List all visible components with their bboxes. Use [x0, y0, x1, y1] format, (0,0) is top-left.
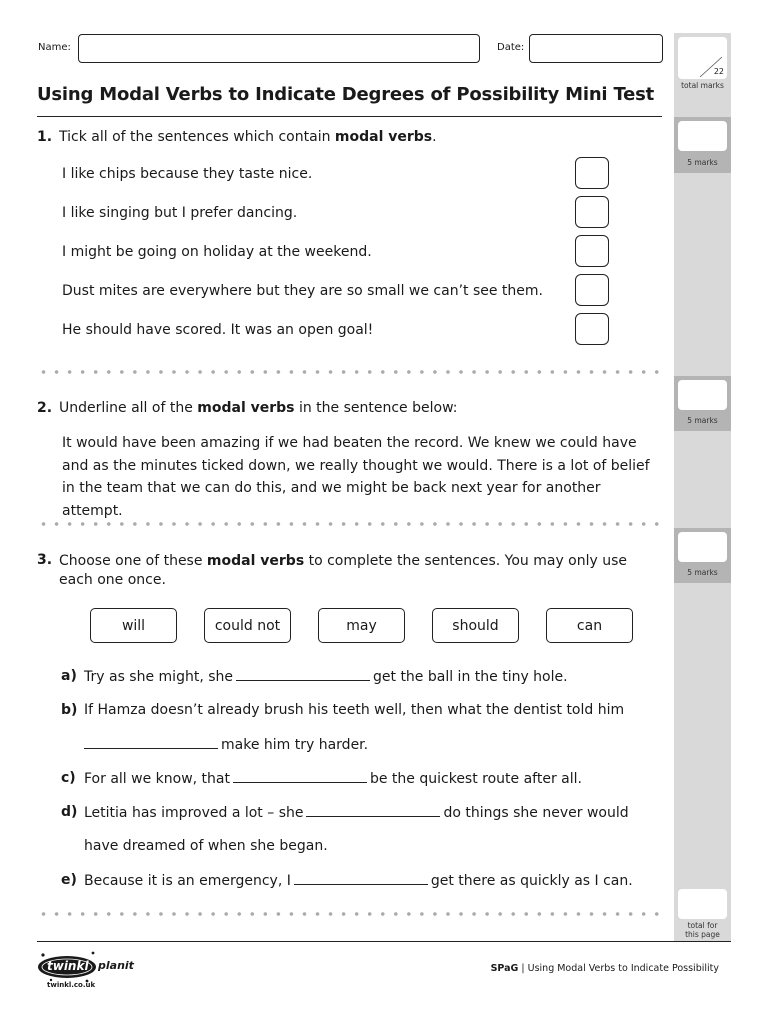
- twinkl-logo-text: twinkl: [47, 959, 89, 973]
- q3c-after: be the quickest route after all.: [369, 771, 582, 787]
- q1-prompt-end: .: [432, 129, 437, 145]
- q3d-before: Letitia has improved a lot – she: [84, 805, 304, 821]
- q3e-before: Because it is an emergency, I: [84, 873, 291, 889]
- q2-prompt-end: in the sentence below:: [294, 400, 458, 416]
- q1-prompt-text: Tick all of the sentences which contain: [59, 129, 335, 145]
- q3a-before: Try as she might, she: [84, 669, 233, 685]
- q3-marks-box: [678, 532, 727, 562]
- q3c-letter: c): [61, 770, 76, 786]
- word-option-will[interactable]: will: [90, 608, 177, 643]
- total-marks-box: [678, 37, 727, 79]
- q1-sentence: I like singing but I prefer dancing.: [62, 205, 298, 221]
- q3a-letter: a): [61, 668, 77, 684]
- q1-marks-label: 5 marks: [687, 158, 718, 167]
- word-option-should[interactable]: should: [432, 608, 519, 643]
- q3-prompt-bold: modal verbs: [206, 553, 305, 569]
- q1-prompt-bold: modal verbs: [334, 129, 433, 145]
- q3e-sentence: [84, 872, 633, 889]
- q1-marks-box: [678, 121, 727, 151]
- q3d-blank[interactable]: [306, 804, 440, 817]
- q2-prompt: [59, 400, 457, 416]
- q2-marks-label: 5 marks: [687, 416, 718, 425]
- q3a-blank[interactable]: [236, 668, 370, 681]
- title-rule: [37, 116, 662, 117]
- page-total-line1: total for: [687, 921, 718, 930]
- planit-text: planit: [98, 959, 134, 972]
- footer-rule: [37, 941, 731, 942]
- q1-tickbox[interactable]: [575, 313, 609, 345]
- page-total-label: [674, 921, 731, 939]
- q2-paragraph[interactable]: It would have been amazing if we had beaten the record. We knew we could have and as the minutes ticked down, we really thought we would. There is a lot of belief in the team that we can do this, and we might be back next year for another attempt.: [62, 435, 650, 519]
- q3-marks-label: 5 marks: [687, 568, 718, 577]
- page-title: Using Modal Verbs to Indicate Degrees of Possibility Mini Test: [37, 84, 655, 105]
- word-option-could-not[interactable]: could not: [204, 608, 291, 643]
- q2-marks-box: [678, 380, 727, 410]
- q1-tickbox[interactable]: [575, 235, 609, 267]
- name-field[interactable]: [78, 34, 480, 63]
- q3d-after: do things she never would: [443, 805, 629, 821]
- q1-tickbox[interactable]: [575, 196, 609, 228]
- q3-prompt: [59, 552, 651, 590]
- q3d-line2: have dreamed of when she began.: [84, 838, 328, 854]
- q3e-letter: e): [61, 872, 77, 888]
- date-field[interactable]: [529, 34, 663, 63]
- name-label: Name:: [38, 42, 71, 53]
- q1-sentence: He should have scored. It was an open goal!: [62, 322, 374, 338]
- dotted-divider: [37, 370, 663, 374]
- q2-number: 2.: [37, 400, 53, 416]
- dotted-divider: [37, 912, 663, 916]
- q3e-blank[interactable]: [294, 872, 428, 885]
- q3c-sentence: [84, 770, 582, 787]
- q1-sentence: I like chips because they taste nice.: [62, 166, 313, 182]
- q1-sentence: I might be going on holiday at the weekend.: [62, 244, 372, 260]
- total-marks-label: total marks: [681, 81, 724, 90]
- q3-number: 3.: [37, 552, 53, 568]
- q3c-blank[interactable]: [233, 770, 367, 783]
- footer-subject: SPaG: [490, 963, 519, 974]
- dotted-divider: [37, 522, 663, 526]
- footer-divider: |: [521, 963, 525, 974]
- q1-tickbox[interactable]: [575, 157, 609, 189]
- q2-prompt-bold: modal verbs: [197, 400, 295, 416]
- q1-prompt: [59, 129, 437, 145]
- q3b-after: make him try harder.: [221, 737, 369, 753]
- page-total-box: [678, 889, 727, 919]
- twinkl-site: twinkl.co.uk: [47, 981, 96, 989]
- q3-prompt-text: Choose one of these: [59, 553, 207, 569]
- q3b-line2: [84, 736, 368, 753]
- q1-sentence: Dust mites are everywhere but they are so small we can’t see them.: [62, 283, 543, 299]
- q2-prompt-text: Underline all of the: [59, 400, 198, 416]
- q3b-blank[interactable]: [84, 736, 218, 749]
- word-option-can[interactable]: can: [546, 608, 633, 643]
- twinkl-logo: [37, 947, 137, 997]
- q3b-letter: b): [61, 702, 78, 718]
- footer-caption: [491, 963, 719, 974]
- q3a-sentence: [84, 668, 568, 685]
- q3-prompt-end: to complete the sentences. You may only use each one once.: [59, 553, 628, 588]
- q3b-line1: If Hamza doesn’t already brush his teeth well, then what the dentist told him: [84, 702, 625, 718]
- q3a-after: get the ball in the tiny hole.: [373, 669, 568, 685]
- q3d-letter: d): [61, 804, 78, 820]
- q1-tickbox[interactable]: [575, 274, 609, 306]
- footer-topic: Using Modal Verbs to Indicate Possibility: [527, 963, 719, 974]
- date-label: Date:: [497, 42, 525, 53]
- q3d-sentence: [84, 804, 629, 821]
- q1-number: 1.: [37, 129, 53, 145]
- q3c-before: For all we know, that: [84, 771, 230, 787]
- q3e-after: get there as quickly as I can.: [430, 873, 633, 889]
- page-total-line2: this page: [685, 930, 720, 939]
- word-option-may[interactable]: may: [318, 608, 405, 643]
- total-marks-value: 22: [713, 67, 724, 76]
